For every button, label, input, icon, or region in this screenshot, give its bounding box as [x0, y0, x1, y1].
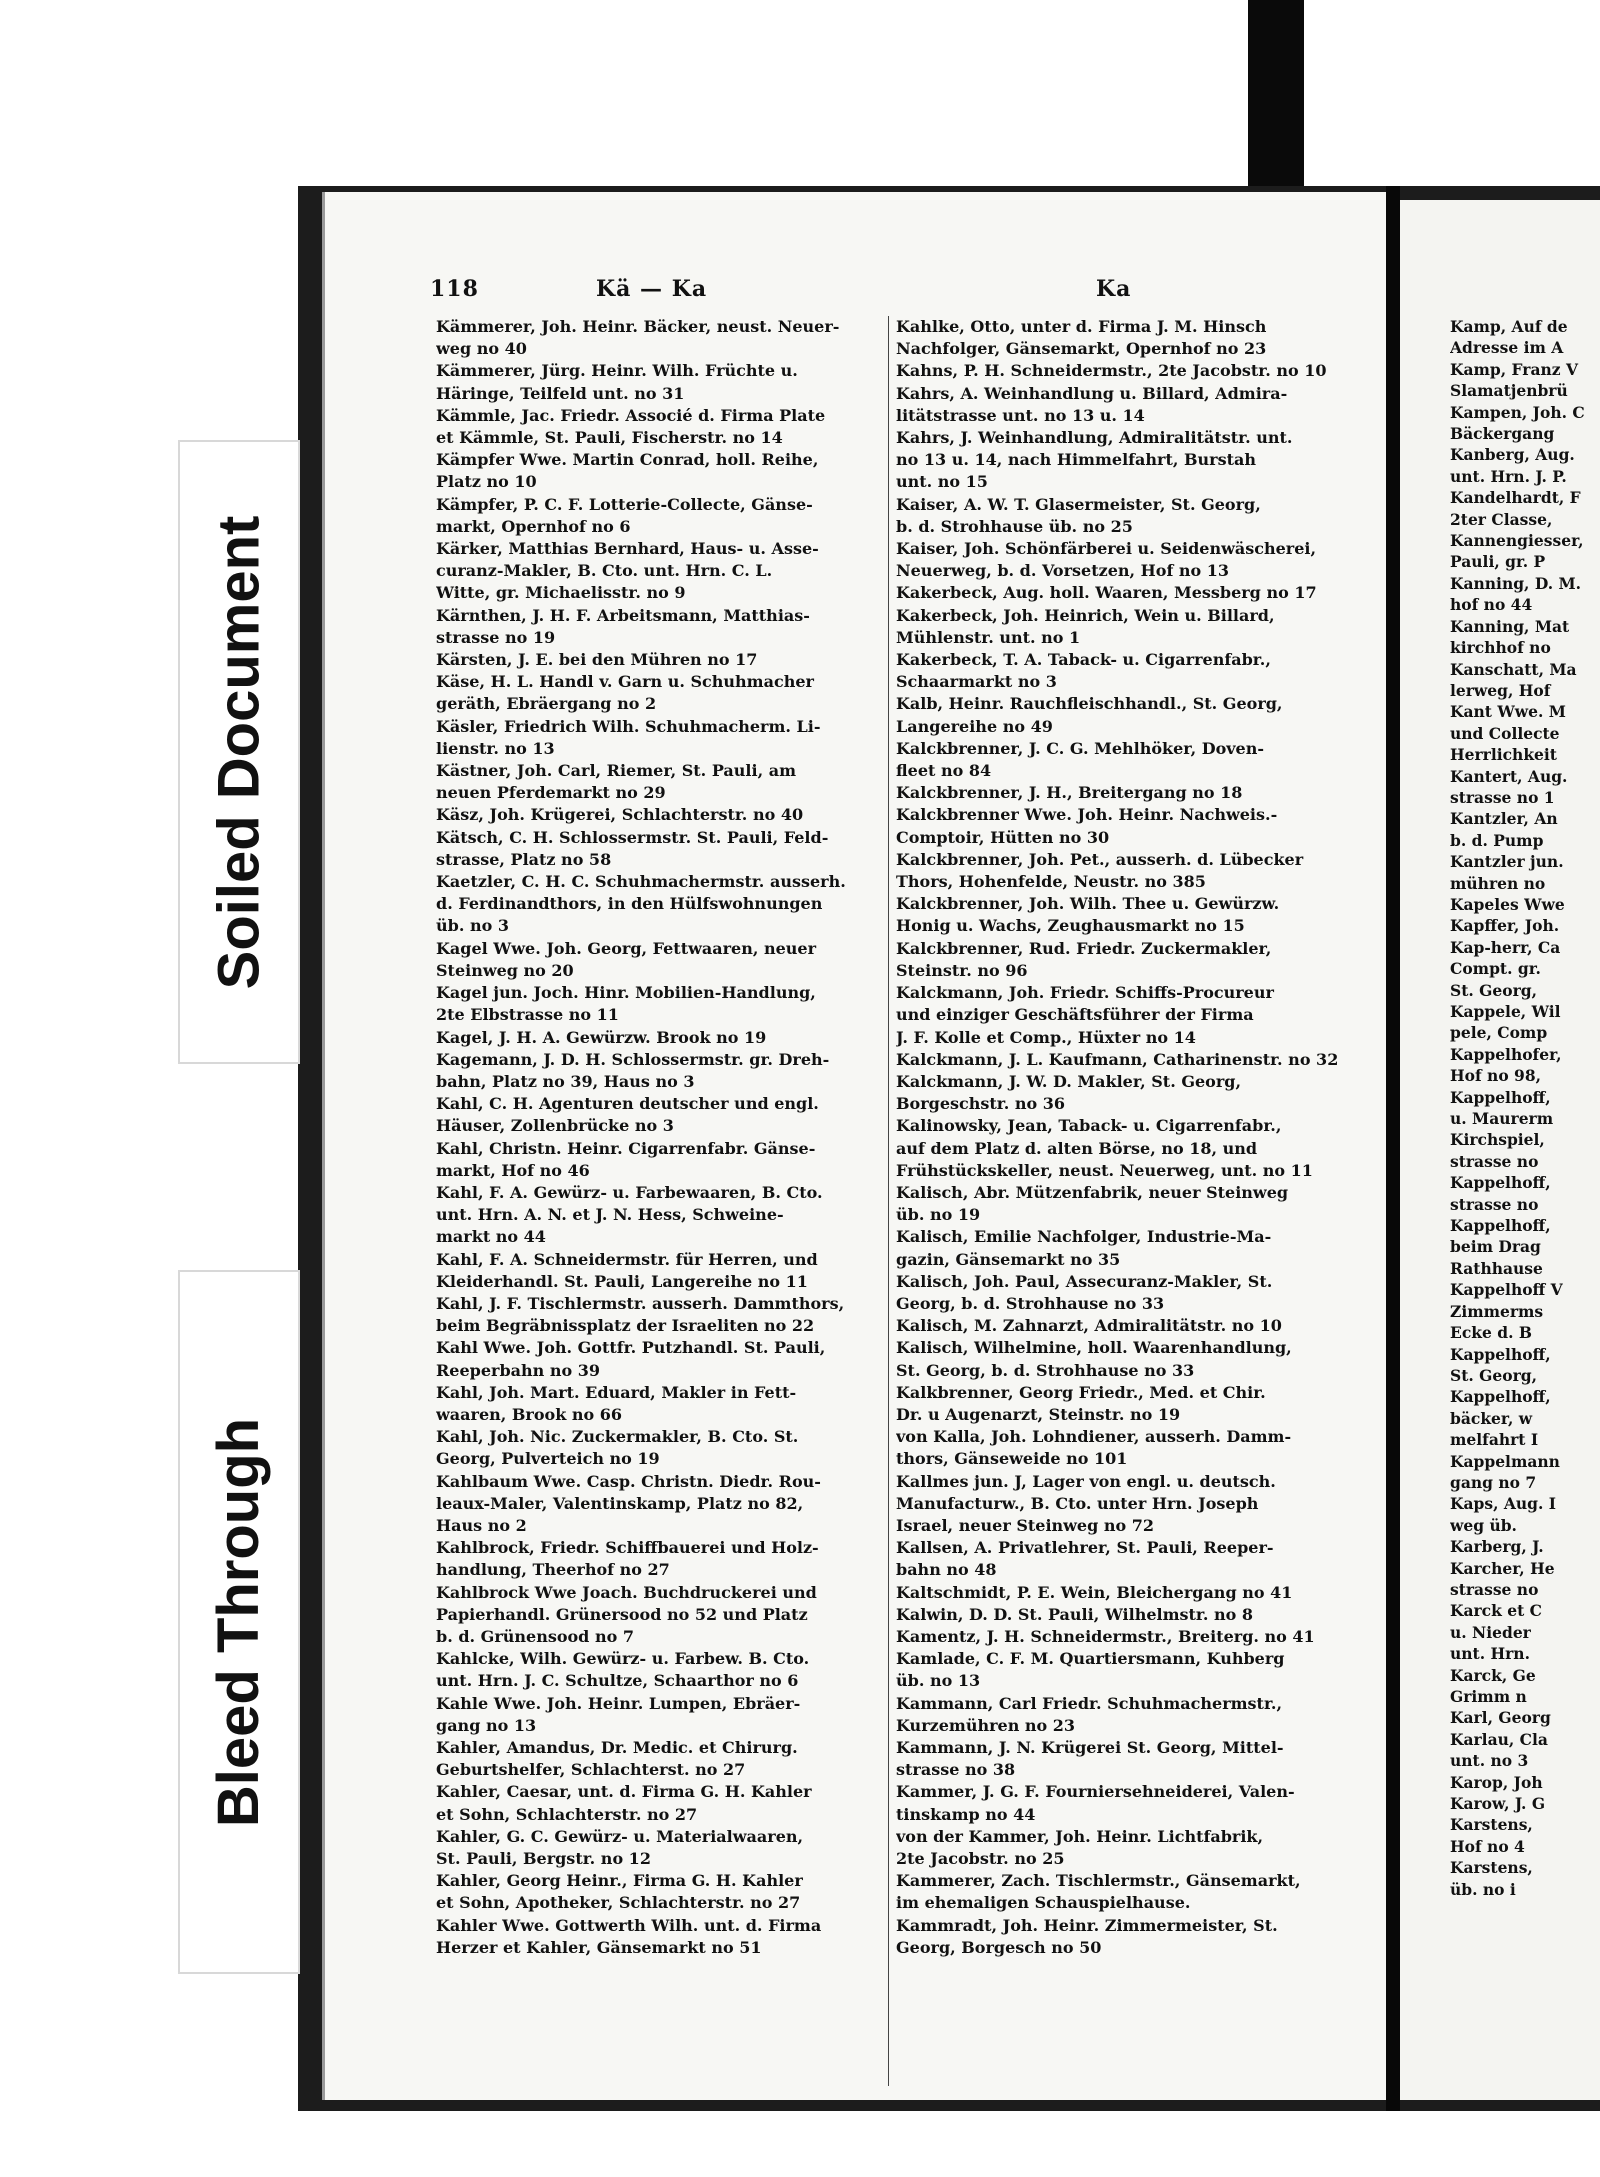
- directory-line: Kaiser, A. W. T. Glasermeister, St. Georg,: [896, 494, 1261, 514]
- directory-line: et Kämmle, St. Pauli, Fischerstr. no 14: [436, 428, 783, 448]
- directory-line: Karck et C: [1450, 1601, 1543, 1621]
- directory-line: Häuser, Zollenbrücke no 3: [436, 1116, 674, 1136]
- directory-line: strasse no: [1450, 1194, 1539, 1214]
- directory-line: üb. no i: [1450, 1879, 1516, 1899]
- directory-line: Karberg, J.: [1450, 1537, 1544, 1557]
- directory-line: Kampen, Joh. C: [1450, 402, 1585, 422]
- directory-line: Kahler, Amandus, Dr. Medic. et Chirurg.: [436, 1738, 798, 1757]
- directory-line: Kahler Wwe. Gottwerth Wilh. unt. d. Firma: [436, 1915, 822, 1935]
- directory-line: Kärsten, J. E. bei den Mühren no 17: [436, 650, 758, 670]
- directory-line: 2te Jacobstr. no 25: [896, 1849, 1065, 1869]
- directory-line: St. Georg,: [1450, 1365, 1537, 1385]
- directory-line: Georg, b. d. Strohhause no 33: [896, 1293, 1165, 1313]
- directory-line: hof no 44: [1450, 595, 1533, 615]
- directory-line: Häringe, Teilfeld unt. no 31: [436, 383, 685, 403]
- directory-line: Kagemann, J. D. H. Schlossermstr. gr. Dreh-: [436, 1049, 830, 1069]
- directory-line: Kamlade, C. F. M. Quartiersmann, Kuhberg: [896, 1649, 1285, 1669]
- directory-line: gang no 7: [1450, 1472, 1537, 1492]
- directory-line: Ecke d. B: [1450, 1323, 1532, 1343]
- directory-line: Slamatjenbrü: [1450, 381, 1568, 401]
- directory-line: Compt. gr.: [1450, 959, 1541, 979]
- directory-line: Hof no 98,: [1450, 1066, 1542, 1086]
- directory-line: Kantert, Aug.: [1450, 766, 1568, 786]
- directory-line: St. Georg, b. d. Strohhause no 33: [896, 1360, 1195, 1380]
- directory-line: Kalisch, Wilhelmine, holl. Waarenhandlung,: [896, 1338, 1292, 1358]
- directory-line: Neuerweg, b. d. Vorsetzen, Hof no 13: [896, 561, 1230, 581]
- directory-line: Pauli, gr. P: [1450, 552, 1546, 572]
- directory-line: leaux-Maler, Valentinskamp, Platz no 82,: [436, 1493, 804, 1513]
- directory-line: beim Begräbnissplatz der Israeliten no 22: [436, 1316, 815, 1336]
- directory-line: Bäckergang: [1450, 424, 1555, 444]
- directory-line: Karck, Ge: [1450, 1665, 1536, 1685]
- directory-line: Kalckmann, Joh. Friedr. Schiffs-Procureur: [896, 983, 1274, 1003]
- directory-line: Kapffer, Joh.: [1450, 916, 1560, 936]
- directory-line: von Kalla, Joh. Lohndiener, ausserh. Damm-: [896, 1427, 1292, 1447]
- directory-line: strasse no 38: [896, 1760, 1016, 1780]
- directory-line: Kahlcke, Wilh. Gewürz- u. Farbew. B. Cto.: [436, 1649, 810, 1669]
- directory-line: Kahl, C. H. Agenturen deutscher und engl.: [436, 1094, 819, 1114]
- directory-line: waaren, Brook no 66: [436, 1404, 622, 1424]
- directory-line: Kappelhoff,: [1450, 1173, 1551, 1193]
- directory-line: Kahl, Joh. Nic. Zuckermakler, B. Cto. St.: [436, 1427, 799, 1447]
- directory-line: tinskamp no 44: [896, 1804, 1036, 1824]
- directory-line: Kantzler jun.: [1450, 852, 1564, 872]
- directory-line: kirchhof no: [1450, 638, 1551, 658]
- directory-line: Kappelhoff,: [1450, 1087, 1551, 1107]
- directory-line: Karop, Joh: [1450, 1772, 1543, 1792]
- directory-line: Kalb, Heinr. Rauchfleischhandl., St. Georg,: [896, 694, 1283, 714]
- directory-line: Haus no 2: [436, 1515, 527, 1535]
- directory-line: weg no 40: [436, 339, 527, 359]
- bleed-through-text: Bleed Through: [206, 1417, 272, 1827]
- directory-line: Karlau, Cla: [1450, 1729, 1548, 1749]
- directory-line: Karl, Georg: [1450, 1708, 1551, 1728]
- directory-line: Honig u. Wachs, Zeughausmarkt no 15: [896, 916, 1245, 936]
- directory-line: Kämpfer Wwe. Martin Conrad, holl. Reihe,: [436, 450, 819, 470]
- directory-line: Kahl, F. A. Schneidermstr. für Herren, und: [436, 1249, 818, 1269]
- directory-line: Kappelhoff,: [1450, 1387, 1551, 1407]
- directory-line: Kahlbrock, Friedr. Schiffbauerei und Holz-: [436, 1538, 819, 1558]
- directory-line: Georg, Pulverteich no 19: [436, 1449, 660, 1469]
- directory-line: beim Drag: [1450, 1237, 1541, 1257]
- directory-line: Kanning, D. M.: [1450, 573, 1582, 593]
- directory-line: auf dem Platz d. alten Börse, no 18, und: [896, 1138, 1258, 1158]
- directory-line: Kätsch, C. H. Schlossermstr. St. Pauli, Feld-: [436, 827, 829, 847]
- soiled-document-label: [178, 440, 300, 1064]
- directory-line: pele, Comp: [1450, 1023, 1548, 1043]
- directory-line: Kakerbeck, Aug. holl. Waaren, Messberg no 17: [896, 583, 1317, 603]
- directory-line: markt, Hof no 46: [436, 1160, 590, 1180]
- directory-line: Kalisch, Abr. Mützenfabrik, neuer Steinweg: [896, 1182, 1289, 1202]
- directory-line: Kagel, J. H. A. Gewürzw. Brook no 19: [436, 1027, 767, 1047]
- directory-line: Kalinowsky, Jean, Taback- u. Cigarrenfabr.,: [896, 1116, 1282, 1136]
- directory-line: Kanberg, Aug.: [1450, 445, 1575, 465]
- directory-line: Kappelhofer,: [1450, 1044, 1562, 1064]
- page-number: 118: [430, 276, 479, 302]
- directory-line: neuen Pferdemarkt no 29: [436, 783, 666, 803]
- directory-line: unt. Hrn. J. P.: [1450, 466, 1567, 486]
- directory-line: Reeperbahn no 39: [436, 1360, 600, 1380]
- directory-line: Kahl, J. F. Tischlermstr. ausserh. Dammthors,: [436, 1293, 845, 1313]
- directory-line: Kanning, Mat: [1450, 616, 1570, 636]
- directory-line: Geburtshelfer, Schlachterst. no 27: [436, 1760, 746, 1780]
- directory-line: u. Nieder: [1450, 1622, 1531, 1642]
- directory-line: Kammerer, Zach. Tischlermstr., Gänsemarkt,: [896, 1871, 1301, 1891]
- left-column-heading: Kä — Ka: [596, 276, 708, 302]
- directory-line: Israel, neuer Steinweg no 72: [896, 1515, 1154, 1535]
- directory-line: Kammer, J. G. F. Fourniersehneiderei, Valen-: [896, 1782, 1295, 1802]
- directory-line: b. d. Pump: [1450, 830, 1544, 850]
- directory-line: Kaiser, Joh. Schönfärberei u. Seidenwäscherei,: [896, 539, 1317, 559]
- directory-line: Kamp, Franz V: [1450, 359, 1578, 379]
- directory-line: Kaetzler, C. H. C. Schuhmachermstr. ausserh.: [436, 872, 846, 892]
- right-directory-column: [1450, 316, 1600, 1900]
- directory-line: Kakerbeck, T. A. Taback- u. Cigarrenfabr.,: [896, 650, 1271, 670]
- directory-line: curanz-Makler, B. Cto. unt. Hrn. C. L.: [436, 561, 773, 581]
- directory-line: Steinstr. no 96: [896, 960, 1028, 980]
- directory-line: Kämmerer, Jürg. Heinr. Wilh. Früchte u.: [436, 361, 798, 381]
- directory-line: Kappelhoff V: [1450, 1280, 1563, 1300]
- directory-line: Adresse im A: [1450, 338, 1564, 358]
- directory-line: Comptoir, Hütten no 30: [896, 827, 1110, 847]
- directory-line: handlung, Theerhof no 27: [436, 1560, 670, 1580]
- directory-line: weg üb.: [1450, 1515, 1517, 1535]
- directory-line: Steinweg no 20: [436, 960, 574, 980]
- directory-line: Kalkbrenner, Georg Friedr., Med. et Chir.: [896, 1382, 1266, 1402]
- directory-line: Kalckmann, J. W. D. Makler, St. Georg,: [896, 1071, 1242, 1091]
- directory-line: lerweg, Hof: [1450, 680, 1551, 700]
- directory-line: Käsz, Joh. Krügerei, Schlachterstr. no 40: [436, 805, 804, 825]
- directory-line: Georg, Borgesch no 50: [896, 1937, 1102, 1957]
- directory-line: St. Georg,: [1450, 980, 1537, 1000]
- directory-line: 2ter Classe,: [1450, 509, 1553, 529]
- directory-line: 2te Elbstrasse no 11: [436, 1005, 619, 1025]
- directory-line: Kagel Wwe. Joh. Georg, Fettwaaren, neuer: [436, 938, 817, 958]
- directory-line: geräth, Ebräergang no 2: [436, 694, 657, 714]
- bleed-through-label: [178, 1270, 300, 1974]
- directory-line: Witte, gr. Michaelisstr. no 9: [436, 583, 686, 603]
- book-gutter: [1386, 186, 1400, 2111]
- directory-line: unt. Hrn.: [1450, 1644, 1530, 1664]
- directory-line: Kalckbrenner, J. H., Breitergang no 18: [896, 783, 1243, 803]
- directory-line: Kahler, Georg Heinr., Firma G. H. Kahler: [436, 1871, 803, 1891]
- directory-line: unt. Hrn. A. N. et J. N. Hess, Schweine-: [436, 1205, 784, 1225]
- directory-line: Kästner, Joh. Carl, Riemer, St. Pauli, am: [436, 761, 797, 781]
- middle-column-heading: Ka: [1096, 276, 1132, 302]
- directory-line: Kappelhoff,: [1450, 1216, 1551, 1236]
- directory-line: Langereihe no 49: [896, 716, 1053, 736]
- directory-line: Kammradt, Joh. Heinr. Zimmermeister, St.: [896, 1915, 1278, 1935]
- directory-line: bahn no 48: [896, 1560, 997, 1580]
- middle-directory-column: [896, 316, 1356, 1959]
- directory-line: litätstrasse unt. no 13 u. 14: [896, 405, 1145, 425]
- directory-line: strasse no 1: [1450, 787, 1555, 807]
- directory-line: thors, Gänseweide no 101: [896, 1449, 1128, 1469]
- directory-line: gang no 13: [436, 1715, 537, 1735]
- directory-line: von der Kammer, Joh. Heinr. Lichtfabrik,: [896, 1826, 1264, 1846]
- directory-line: Kammann, Carl Friedr. Schuhmachermstr.,: [896, 1693, 1283, 1713]
- directory-line: Kalisch, Emilie Nachfolger, Industrie-Ma-: [896, 1227, 1272, 1247]
- directory-line: markt no 44: [436, 1227, 546, 1247]
- directory-line: Nachfolger, Gänsemarkt, Opernhof no 23: [896, 339, 1267, 359]
- directory-line: Kalwin, D. D. St. Pauli, Wilhelmstr. no 8: [896, 1604, 1254, 1624]
- directory-line: Kirchspiel,: [1450, 1130, 1545, 1150]
- directory-line: Kandelhardt, F: [1450, 488, 1581, 508]
- directory-line: Kallmes jun. J, Lager von engl. u. deutsch.: [896, 1471, 1276, 1491]
- directory-line: Rathhause: [1450, 1258, 1543, 1278]
- directory-line: Kahlbrock Wwe Joach. Buchdruckerei und: [436, 1582, 817, 1602]
- directory-line: Kannengiesser,: [1450, 531, 1584, 551]
- directory-line: et Sohn, Apotheker, Schlachterstr. no 27: [436, 1893, 801, 1913]
- directory-line: Kahlke, Otto, unter d. Firma J. M. Hinsch: [896, 317, 1267, 336]
- directory-line: Kaps, Aug. I: [1450, 1494, 1557, 1514]
- directory-line: lienstr. no 13: [436, 738, 555, 758]
- directory-line: Zimmerms: [1450, 1301, 1544, 1321]
- directory-line: Kapeles Wwe: [1450, 894, 1565, 914]
- directory-line: gazin, Gänsemarkt no 35: [896, 1249, 1121, 1269]
- directory-line: Kämmerer, Joh. Heinr. Bäcker, neust. Neuer-: [436, 317, 840, 336]
- directory-line: und einziger Geschäftsführer der Firma: [896, 1005, 1254, 1025]
- directory-line: Kappele, Wil: [1450, 1002, 1561, 1021]
- directory-line: Kahl, Joh. Mart. Eduard, Makler in Fett-: [436, 1382, 797, 1402]
- directory-line: üb. no 3: [436, 916, 509, 936]
- directory-line: bäcker, w: [1450, 1408, 1533, 1428]
- directory-line: Kahl, F. A. Gewürz- u. Farbewaaren, B. Cto.: [436, 1182, 823, 1202]
- directory-line: J. F. Kolle et Comp., Hüxter no 14: [896, 1027, 1196, 1047]
- directory-line: Papierhandl. Grünersood no 52 und Platz: [436, 1604, 808, 1624]
- directory-line: Kahrs, J. Weinhandlung, Admiralitätstr. unt.: [896, 428, 1293, 448]
- directory-line: Kahl, Christn. Heinr. Cigarrenfabr. Gänse-: [436, 1138, 816, 1158]
- directory-line: Kalisch, Joh. Paul, Assecuranz-Makler, St.: [896, 1271, 1273, 1291]
- directory-line: unt. no 3: [1450, 1751, 1529, 1771]
- directory-line: Kalckmann, J. L. Kaufmann, Catharinenstr. no 32: [896, 1049, 1339, 1069]
- soiled-document-text: Soiled Document: [206, 515, 272, 989]
- directory-line: Manufacturw., B. Cto. unter Hrn. Joseph: [896, 1493, 1259, 1513]
- directory-line: no 13 u. 14, nach Himmelfahrt, Burstah: [896, 450, 1256, 470]
- directory-line: Kleiderhandl. St. Pauli, Langereihe no 11: [436, 1271, 808, 1291]
- directory-line: im ehemaligen Schauspielhause.: [896, 1893, 1191, 1913]
- directory-line: Kamentz, J. H. Schneidermstr., Breiterg. no 41: [896, 1626, 1315, 1646]
- directory-line: Kamp, Auf de: [1450, 317, 1568, 336]
- directory-line: Schaarmarkt no 3: [896, 672, 1057, 692]
- directory-line: strasse no: [1450, 1151, 1539, 1171]
- directory-line: Kappelhoff,: [1450, 1344, 1551, 1364]
- directory-line: Kantzler, An: [1450, 809, 1558, 829]
- directory-line: Karcher, He: [1450, 1558, 1555, 1578]
- directory-line: u. Maurerm: [1450, 1109, 1554, 1129]
- directory-line: unt. no 15: [896, 472, 988, 492]
- directory-line: St. Pauli, Bergstr. no 12: [436, 1849, 651, 1869]
- directory-line: Kagel jun. Joch. Hinr. Mobilien-Handlung,: [436, 983, 816, 1003]
- directory-line: Kakerbeck, Joh. Heinrich, Wein u. Billard,: [896, 605, 1275, 625]
- directory-line: Kahrs, A. Weinhandlung u. Billard, Admira-: [896, 383, 1288, 403]
- directory-line: Herzer et Kahler, Gänsemarkt no 51: [436, 1937, 762, 1957]
- directory-line: Kahle Wwe. Joh. Heinr. Lumpen, Ebräer-: [436, 1693, 801, 1713]
- directory-line: strasse, Platz no 58: [436, 849, 612, 869]
- directory-line: Kalckbrenner, Rud. Friedr. Zuckermakler,: [896, 938, 1272, 958]
- directory-line: Kahns, P. H. Schneidermstr., 2te Jacobstr. no 10: [896, 361, 1327, 381]
- directory-line: Karstens,: [1450, 1815, 1533, 1835]
- directory-line: Kappelmann: [1450, 1451, 1560, 1471]
- directory-line: Kalckbrenner Wwe. Joh. Heinr. Nachweis.-: [896, 805, 1278, 825]
- directory-line: Kahler, G. C. Gewürz- u. Materialwaaren,: [436, 1826, 804, 1846]
- directory-line: Kahl Wwe. Joh. Gottfr. Putzhandl. St. Pauli,: [436, 1338, 826, 1358]
- directory-line: Kärnthen, J. H. F. Arbeitsmann, Matthias-: [436, 605, 810, 625]
- directory-line: b. d. Strohhause üb. no 25: [896, 516, 1133, 536]
- directory-line: Kämpfer, P. C. F. Lotterie-Collecte, Gänse-: [436, 494, 813, 514]
- directory-line: Kalckbrenner, Joh. Pet., ausserh. d. Lübecker: [896, 849, 1304, 869]
- directory-line: Käse, H. L. Handl v. Garn u. Schuhmacher: [436, 672, 814, 692]
- directory-line: unt. Hrn. J. C. Schultze, Schaarthor no 6: [436, 1671, 799, 1691]
- directory-line: b. d. Grünensood no 7: [436, 1626, 634, 1646]
- directory-line: Platz no 10: [436, 472, 537, 492]
- column-divider: [888, 316, 889, 2086]
- directory-line: Kalckbrenner, Joh. Wilh. Thee u. Gewürzw.: [896, 894, 1280, 914]
- left-directory-column: [436, 316, 886, 1959]
- directory-line: Frühstückskeller, neust. Neuerweg, unt. no 11: [896, 1160, 1313, 1180]
- directory-line: üb. no 19: [896, 1205, 981, 1225]
- directory-line: Karstens,: [1450, 1858, 1533, 1878]
- directory-line: Borgeschstr. no 36: [896, 1094, 1066, 1114]
- directory-line: Käsler, Friedrich Wilh. Schuhmacherm. Li-: [436, 716, 821, 736]
- binder-clip: [1248, 0, 1304, 200]
- directory-line: Kaltschmidt, P. E. Wein, Bleichergang no 41: [896, 1582, 1293, 1602]
- directory-line: Kammann, J. N. Krügerei St. Georg, Mittel-: [896, 1738, 1284, 1757]
- directory-line: et Sohn, Schlachterstr. no 27: [436, 1804, 698, 1824]
- directory-line: Kallsen, A. Privatlehrer, St. Pauli, Reeper-: [896, 1538, 1274, 1558]
- directory-line: Kalisch, M. Zahnarzt, Admiralitätstr. no 10: [896, 1316, 1282, 1336]
- directory-line: d. Ferdinandthors, in den Hülfswohnungen: [436, 894, 823, 914]
- directory-line: bahn, Platz no 39, Haus no 3: [436, 1071, 695, 1091]
- directory-line: fleet no 84: [896, 761, 992, 781]
- directory-line: Kurzemühren no 23: [896, 1715, 1076, 1735]
- directory-line: Grimm n: [1450, 1687, 1527, 1706]
- directory-line: markt, Opernhof no 6: [436, 516, 631, 536]
- directory-line: Kärker, Matthias Bernhard, Haus- u. Asse-: [436, 539, 819, 559]
- directory-line: strasse no: [1450, 1579, 1539, 1599]
- directory-line: und Collecte: [1450, 723, 1560, 743]
- directory-line: Mühlenstr. unt. no 1: [896, 627, 1081, 647]
- directory-line: Kant Wwe. M: [1450, 702, 1566, 722]
- directory-line: Kämmle, Jac. Friedr. Associé d. Firma Plate: [436, 405, 826, 425]
- directory-line: Kahlbaum Wwe. Casp. Christn. Diedr. Rou-: [436, 1471, 821, 1491]
- directory-line: strasse no 19: [436, 627, 556, 647]
- directory-line: melfahrt I: [1450, 1430, 1539, 1450]
- directory-line: Karow, J. G: [1450, 1794, 1546, 1814]
- directory-line: mühren no: [1450, 873, 1546, 893]
- directory-line: Kahler, Caesar, unt. d. Firma G. H. Kahler: [436, 1782, 812, 1802]
- directory-line: Thors, Hohenfelde, Neustr. no 385: [896, 872, 1206, 892]
- directory-line: Kap-herr, Ca: [1450, 937, 1561, 957]
- directory-line: Dr. u Augenarzt, Steinstr. no 19: [896, 1404, 1181, 1424]
- directory-line: Herrlichkeit: [1450, 745, 1557, 765]
- directory-line: Kalckbrenner, J. C. G. Mehlhöker, Doven-: [896, 738, 1264, 758]
- directory-line: Kanschatt, Ma: [1450, 659, 1577, 679]
- directory-line: Hof no 4: [1450, 1836, 1525, 1856]
- directory-line: üb. no 13: [896, 1671, 981, 1691]
